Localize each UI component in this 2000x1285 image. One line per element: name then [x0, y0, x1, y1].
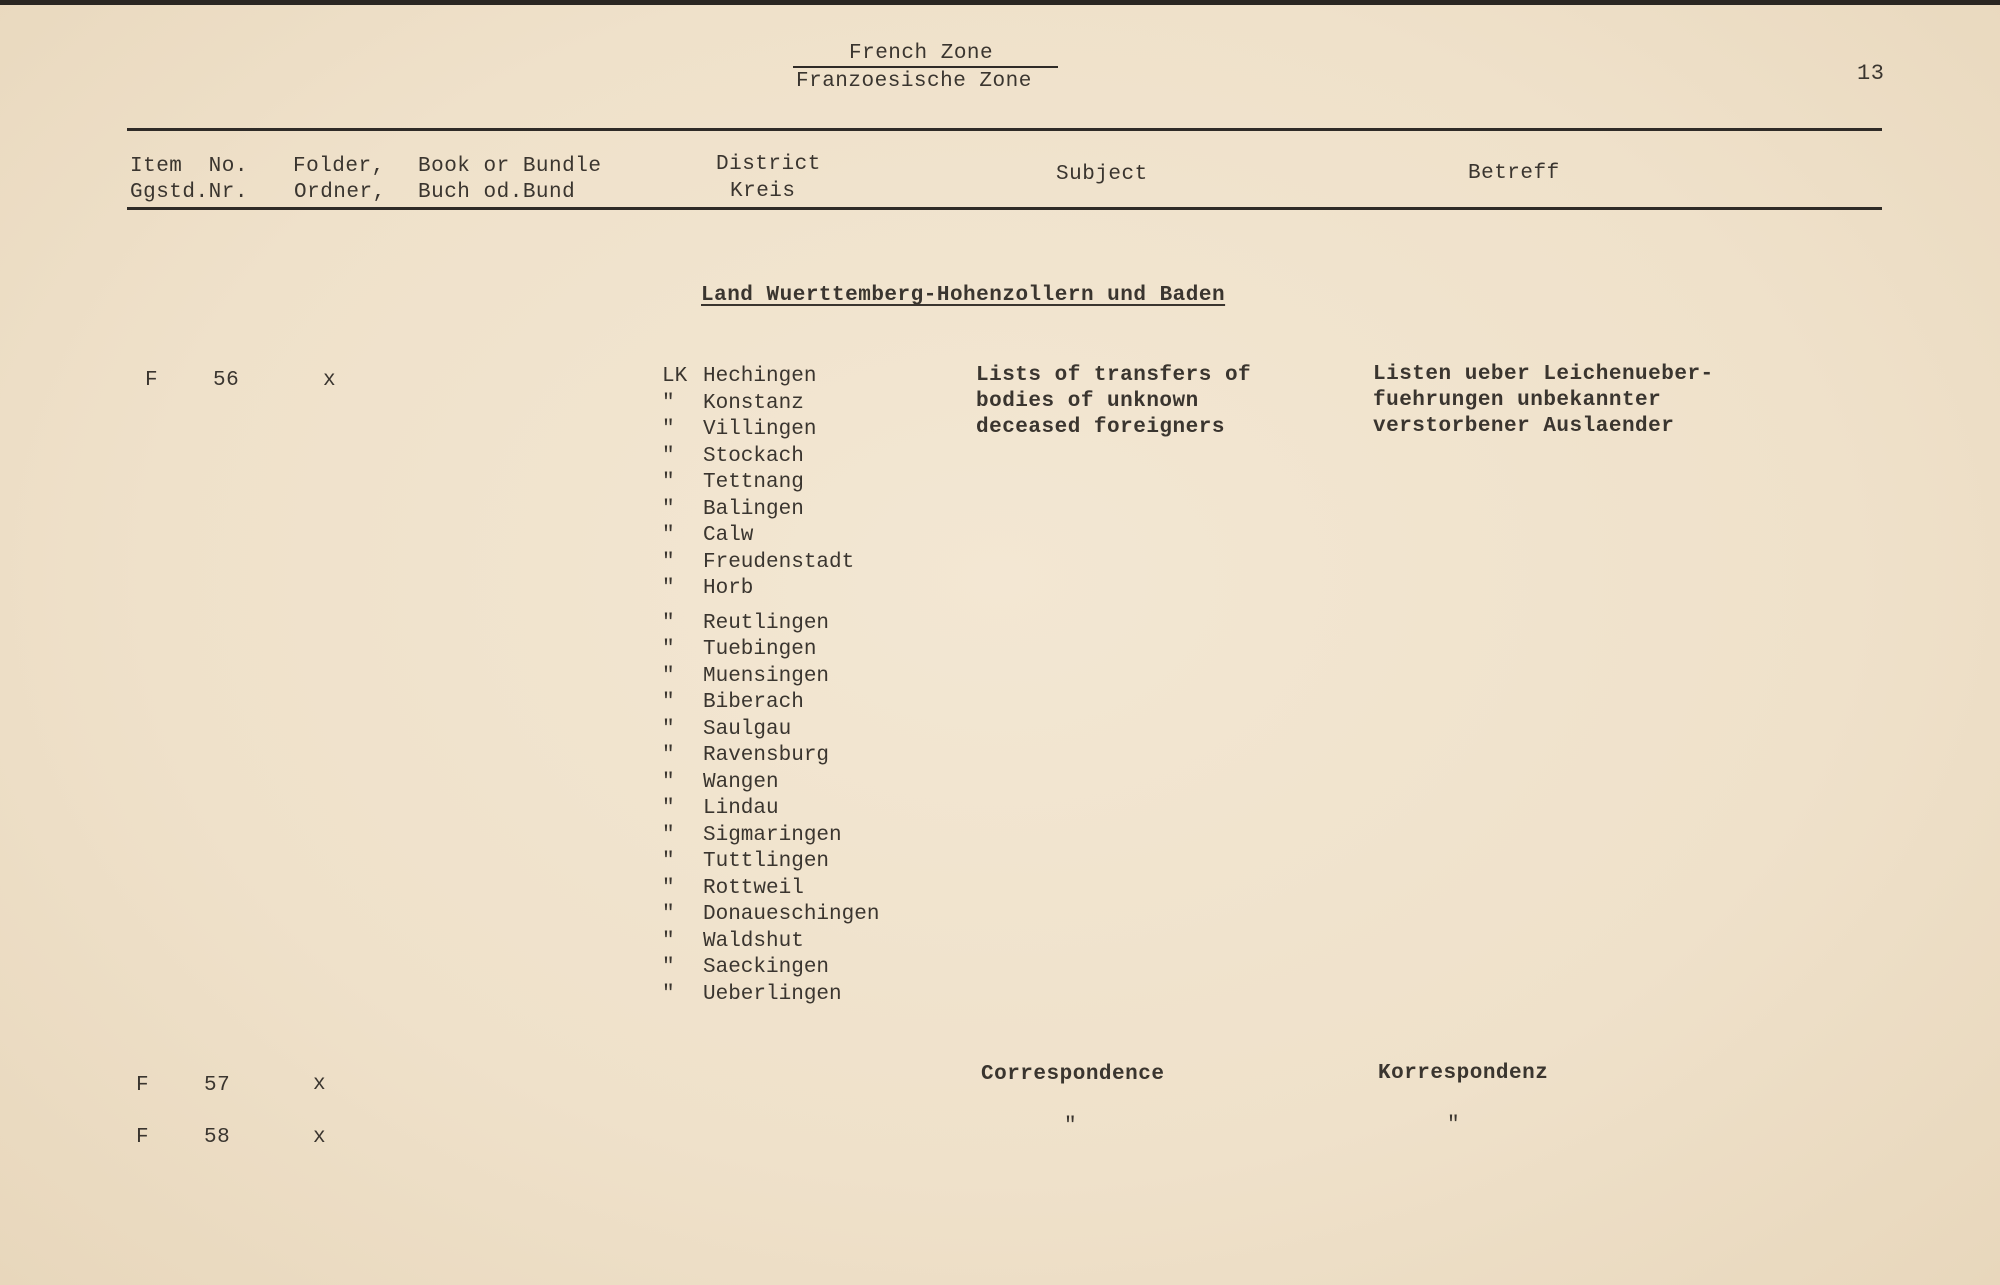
district-name: Freudenstadt — [703, 550, 855, 574]
zone-title-en: French Zone — [849, 42, 994, 65]
ditto-mark: " — [1447, 1114, 1461, 1137]
district-name: Saeckingen — [703, 956, 830, 979]
ditto-mark: " — [662, 956, 675, 979]
district-name: Lindau — [703, 797, 779, 820]
item-letter: F — [145, 369, 159, 392]
col-district-en: District — [716, 153, 821, 176]
ditto-mark: " — [662, 664, 675, 688]
ditto-mark: " — [662, 418, 675, 441]
district-name: Biberach — [703, 691, 804, 714]
ditto-mark: " — [662, 929, 675, 953]
zone-title-underline — [793, 66, 1058, 68]
ditto-mark: " — [662, 577, 675, 600]
ditto-mark: " — [662, 471, 675, 494]
header-bottom-rule — [127, 207, 1882, 210]
district-name: Rottweil — [703, 876, 804, 900]
district-name: Muensingen — [703, 664, 830, 688]
district-name: Konstanz — [703, 391, 804, 415]
ditto-mark: " — [662, 744, 675, 767]
ditto-mark: " — [662, 850, 675, 873]
ditto-mark: " — [662, 982, 675, 1006]
ditto-mark: " — [662, 391, 675, 415]
ditto-mark: " — [662, 823, 675, 847]
district-name: Horb — [703, 577, 754, 600]
col-book-de: Buch od.Bund — [418, 181, 576, 204]
ditto-mark: " — [662, 497, 675, 521]
item-betreff-line: Listen ueber Leichenueber- — [1373, 363, 1714, 386]
item-folder-mark: x — [323, 369, 337, 392]
section-title: Land Wuerttemberg-Hohenzollern und Baden — [701, 284, 1226, 307]
district-name: Tuttlingen — [703, 850, 830, 873]
ditto-mark: " — [662, 524, 675, 547]
ditto-mark: " — [662, 691, 675, 714]
ditto-mark: " — [662, 876, 675, 900]
district-name: Ravensburg — [703, 744, 830, 767]
item-subject-line: Lists of transfers of — [976, 364, 1252, 387]
district-name: Tettnang — [703, 471, 804, 494]
district-name: Sigmaringen — [703, 823, 842, 847]
scan-edge — [0, 0, 2000, 5]
ditto-mark: " — [662, 550, 675, 574]
col-book-en: Book or Bundle — [418, 155, 602, 178]
ditto-mark: " — [662, 797, 675, 820]
district-name: Calw — [703, 524, 754, 547]
district-name: Saulgau — [703, 717, 792, 741]
item-folder-mark: x — [313, 1073, 327, 1096]
district-name: Ueberlingen — [703, 982, 842, 1006]
item-letter: F — [136, 1126, 150, 1149]
col-item-en: Item No. — [130, 155, 248, 178]
item-number: 57 — [204, 1074, 231, 1097]
item-folder-mark: x — [313, 1126, 327, 1149]
item-subject: Correspondence — [981, 1063, 1165, 1086]
district-name: Reutlingen — [703, 611, 830, 635]
item-betreff-line: verstorbener Auslaender — [1373, 415, 1675, 438]
zone-title-de: Franzoesische Zone — [796, 70, 1032, 93]
district-name: Stockach — [703, 444, 804, 468]
header-top-rule — [127, 128, 1882, 131]
col-subject: Subject — [1056, 163, 1148, 186]
col-betreff: Betreff — [1468, 162, 1560, 185]
item-number: 56 — [213, 369, 240, 392]
ditto-mark: " — [662, 770, 675, 794]
ditto-mark: " — [1064, 1115, 1078, 1138]
col-district-de: Kreis — [730, 180, 796, 203]
ditto-mark: " — [662, 638, 675, 661]
col-folder-en: Folder, — [293, 155, 385, 178]
district-name: Villingen — [703, 418, 817, 441]
ditto-mark: " — [662, 903, 675, 926]
ditto-mark: " — [662, 444, 675, 468]
page-number: 13 — [1857, 61, 1885, 86]
district-name: Waldshut — [703, 929, 804, 953]
col-item-de: Ggstd.Nr. — [130, 181, 248, 204]
ditto-mark: " — [662, 717, 675, 741]
item-letter: F — [136, 1074, 150, 1097]
col-folder-de: Ordner, — [294, 181, 386, 204]
ditto-mark: LK — [662, 365, 688, 388]
district-name: Wangen — [703, 770, 779, 794]
ditto-mark: " — [662, 611, 675, 635]
item-betreff: Korrespondenz — [1378, 1062, 1549, 1085]
district-name: Hechingen — [703, 365, 817, 388]
item-subject-line: bodies of unknown — [976, 390, 1199, 413]
item-betreff-line: fuehrungen unbekannter — [1373, 389, 1662, 412]
district-name: Donaueschingen — [703, 903, 880, 926]
item-subject-line: deceased foreigners — [976, 416, 1225, 439]
district-name: Tuebingen — [703, 638, 817, 661]
item-number: 58 — [204, 1126, 231, 1149]
district-name: Balingen — [703, 497, 804, 521]
